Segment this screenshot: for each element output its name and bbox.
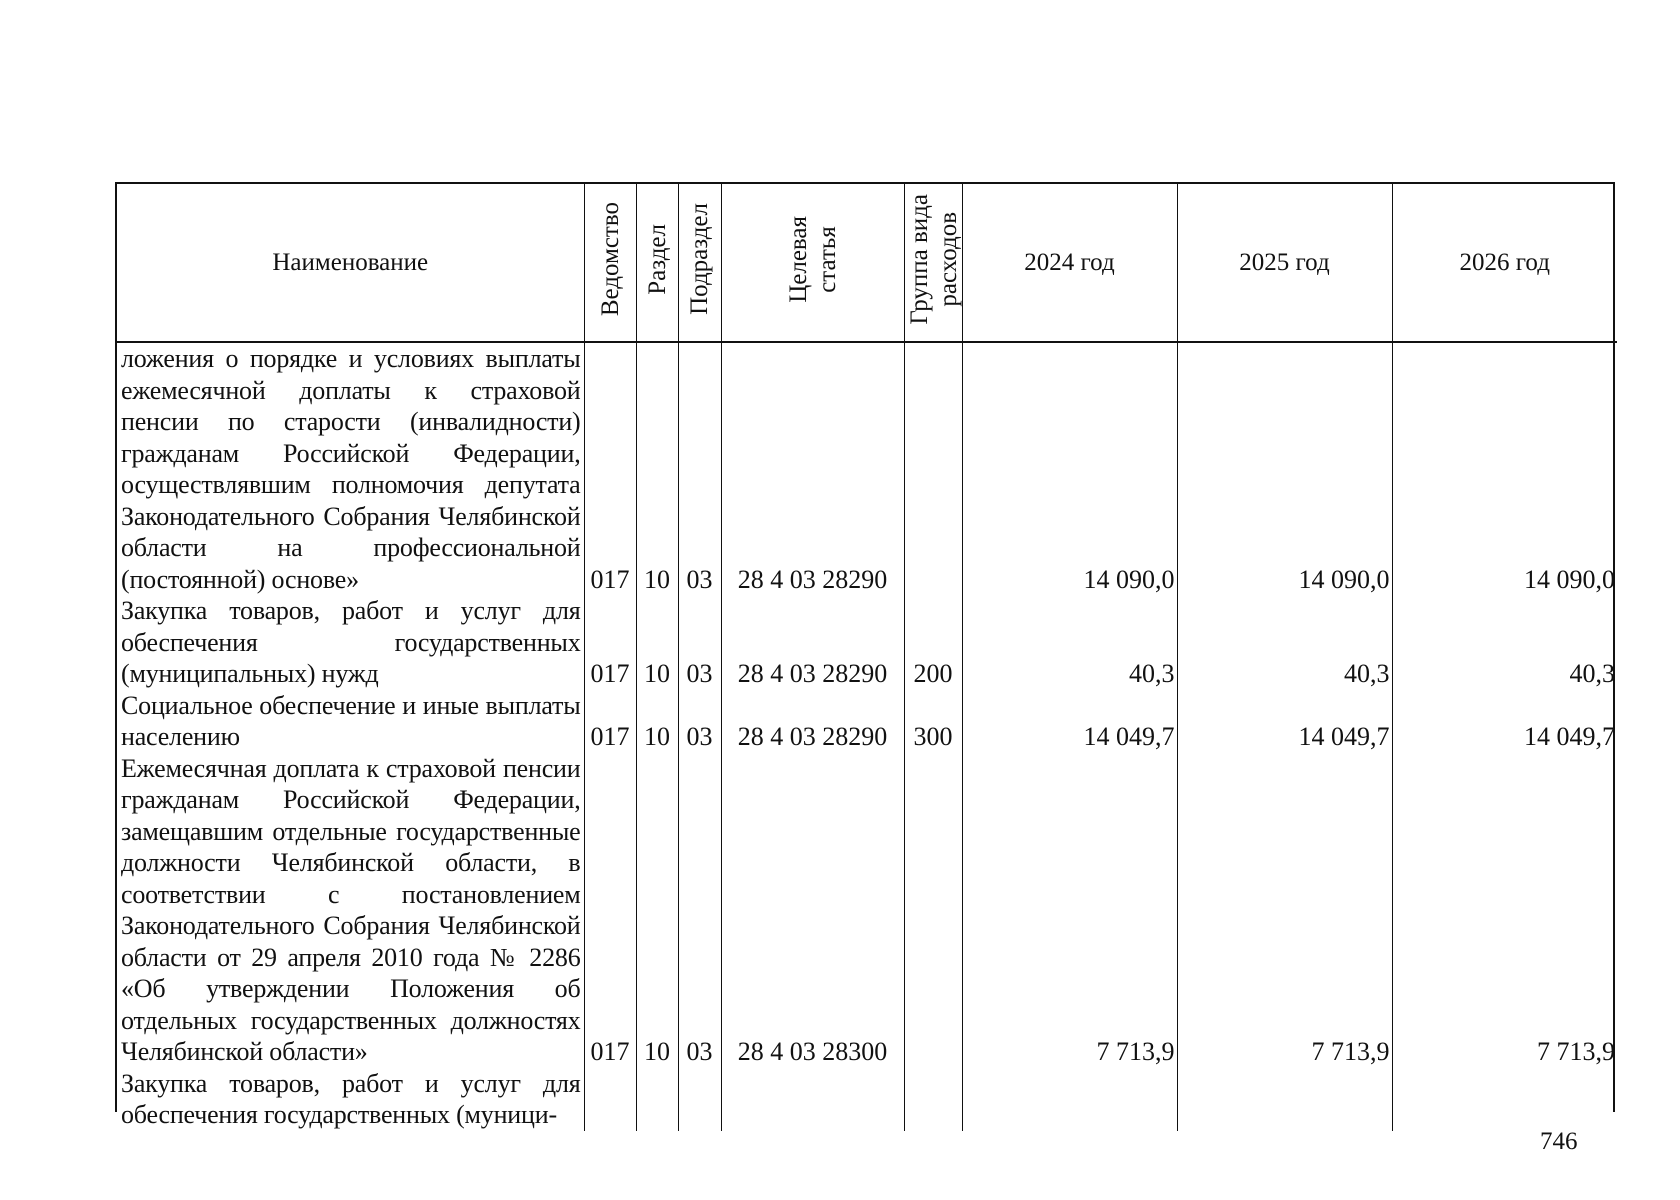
- row-target: 28 4 03 28290: [721, 342, 904, 595]
- row-section: 10: [636, 595, 678, 690]
- row-2026: [1392, 1068, 1617, 1131]
- row-section: [636, 1068, 678, 1131]
- row-target: 28 4 03 28290: [721, 690, 904, 753]
- row-2025: 40,3: [1177, 595, 1392, 690]
- header-2024: 2024 год: [962, 184, 1177, 342]
- header-target: Целевая статья: [721, 184, 904, 342]
- row-2025: [1177, 1068, 1392, 1131]
- row-2024: 14 090,0: [962, 342, 1177, 595]
- page-number: 746: [1540, 1128, 1578, 1155]
- row-2025: 7 713,9: [1177, 753, 1392, 1068]
- row-2024: 7 713,9: [962, 753, 1177, 1068]
- row-subsection: 03: [678, 753, 721, 1068]
- row-2024: 14 049,7: [962, 690, 1177, 753]
- table-row: [117, 690, 1617, 753]
- header-2025: 2025 год: [1177, 184, 1392, 342]
- row-name: Закупка товаров, работ и услуг для обеспечения государственных (муниципальных) нужд: [121, 596, 581, 688]
- header-name: Наименование: [117, 184, 584, 342]
- row-2026: 14 090,0: [1392, 342, 1617, 595]
- row-group: 300: [904, 690, 962, 753]
- header-section: Раздел: [636, 184, 678, 342]
- row-dept: 017: [584, 753, 636, 1068]
- row-subsection: 03: [678, 595, 721, 690]
- row-subsection: [678, 1068, 721, 1131]
- row-section: 10: [636, 753, 678, 1068]
- header-group: Группа вида расходов: [904, 184, 962, 342]
- row-dept: 017: [584, 690, 636, 753]
- table-row: [117, 342, 1617, 595]
- header-2026: 2026 год: [1392, 184, 1617, 342]
- row-section: 10: [636, 690, 678, 753]
- budget-table: [117, 184, 1617, 1131]
- row-2025: 14 090,0: [1177, 342, 1392, 595]
- row-name: Социальное обеспечение и иные выплаты населению: [121, 690, 581, 751]
- row-2024: [962, 1068, 1177, 1131]
- header-subsection: Подраздел: [678, 184, 721, 342]
- row-target: [721, 1068, 904, 1131]
- row-group: 200: [904, 595, 962, 690]
- row-group: [904, 753, 962, 1068]
- row-dept: 017: [584, 595, 636, 690]
- budget-table-container: [115, 182, 1615, 1129]
- row-name: Ежемесячная доплата к страховой пенсии гражданам Российской Федерации, замещавшим отдельные государственные должности Челябинской области, в соответствии с постановлением Законодательного Собрания Челябинской области от 29 апреля 2010 года № 2286 «Об утверждении Положения об отдельных государственных должностях Челябинской области»: [121, 753, 581, 1066]
- row-subsection: 03: [678, 690, 721, 753]
- row-2025: 14 049,7: [1177, 690, 1392, 753]
- row-2026: 7 713,9: [1392, 753, 1617, 1068]
- row-2026: 40,3: [1392, 595, 1617, 690]
- row-group: [904, 342, 962, 595]
- row-name: ложения о порядке и условиях выплаты ежемесячной доплаты к страховой пенсии по старости (инвалидности) гражданам Российской Федерации, осуществлявшим полномочия депутата Законодательного Собрания Челябинской области на профессиональной (постоянной) основе»: [121, 344, 581, 594]
- row-subsection: 03: [678, 342, 721, 595]
- table-row: [117, 753, 1617, 1068]
- row-section: 10: [636, 342, 678, 595]
- row-name: Закупка товаров, работ и услуг для обеспечения государственных (муници-: [121, 1068, 581, 1129]
- row-group: [904, 1068, 962, 1131]
- row-2024: 40,3: [962, 595, 1177, 690]
- table-header-row: [117, 184, 1617, 342]
- table-row: [117, 1068, 1617, 1131]
- row-2026: 14 049,7: [1392, 690, 1617, 753]
- row-target: 28 4 03 28300: [721, 753, 904, 1068]
- header-dept: Ведомство: [584, 184, 636, 342]
- table-row: [117, 595, 1617, 690]
- row-dept: [584, 1068, 636, 1131]
- row-dept: 017: [584, 342, 636, 595]
- row-target: 28 4 03 28290: [721, 595, 904, 690]
